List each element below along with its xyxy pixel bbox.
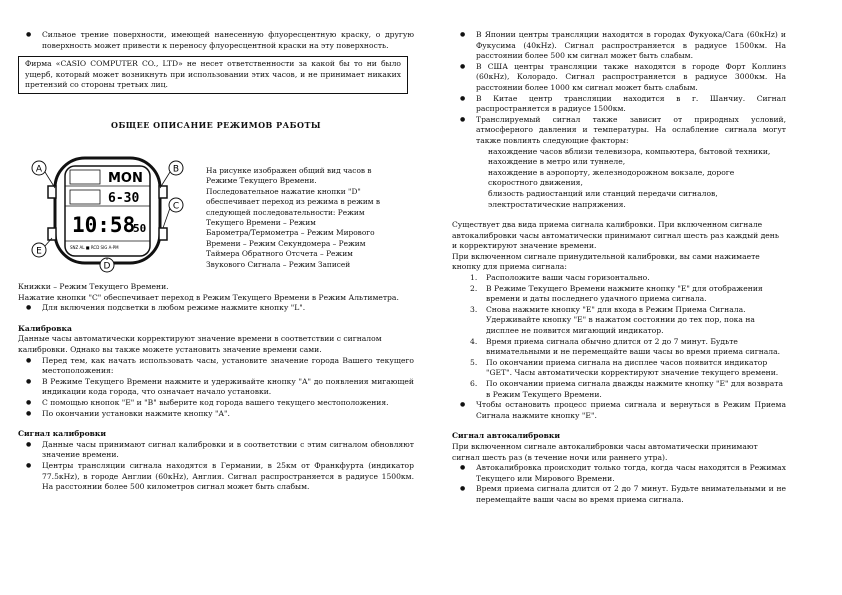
broadcast-japan: ● В Японии центры трансляции находятся в городах Фукуока/Сага (60кHz) и Фукусима (40кHz). Сигнал распространяется в радиусе 1500км. На расстоянии более 500 км сигнал может быть слабым. bbox=[452, 30, 786, 62]
manual-step: 4. Время приема сигнала обычно длится от 2 до 7 минут. Будьте внимательными и не перемещайте ваши часы во время приема сигнала. bbox=[470, 336, 781, 357]
broadcast-usa: ● В США центры трансляции также находятся в городе Форт Коллинз (60кHz), Колорадо. Сигнал распространяется в радиусе 3000км. На расстоянии более 1000 км сигнал может быть слабым. bbox=[452, 62, 786, 94]
signal-item: ● Центры трансляции сигнала находятся в Германии, в 25км от Франкфурта (индикатор 77.5кHz), в городе Англии (60кHz), Англия. Сигнал распространяется в радиусе 1500км. На расстоянии более 500 километров сигнал может быть слабым. bbox=[18, 461, 414, 493]
manual-step: 6. По окончании приема сигнала дважды нажмите кнопку "E" для возврата в Режим Текущего Времени. bbox=[470, 379, 784, 399]
auto-item: ● Автокалибровка происходит только тогда, когда часы находятся в Режимах Текущего или Мирового Времени. bbox=[452, 463, 786, 484]
manual-step: 5. По окончании приема сигнала на дисплее часов появится индикатор "GET". Часы автоматически корректируют значение текущего времени. bbox=[470, 357, 779, 378]
factor-item: нахождение в аэропорту, железнодорожном вокзале, дороге скоростного движения, bbox=[488, 167, 735, 188]
svg-text:C: C bbox=[172, 201, 180, 212]
display-time: 10:58 bbox=[72, 213, 136, 237]
right-column bbox=[452, 30, 786, 506]
caption-line: Барометра/Термометра – Режим Мирового bbox=[206, 228, 375, 238]
calibration-title: Калибровка bbox=[18, 323, 72, 333]
signal-factors-intro: ● Транслируемый сигнал также зависит от природных условий, атмосферного давления и температуры. На ослабление сигнала могут также повлиять следующие факторы: bbox=[452, 115, 786, 147]
factor-item: близость радиостанций или станций передачи сигналов, bbox=[488, 188, 718, 198]
manual-intro: При включенном сигнале принудительной калибровки, вы сами нажимаете кнопку для приема сигнала: bbox=[452, 251, 760, 272]
caption-line: Звукового Сигнала – Режим Записей bbox=[206, 259, 351, 269]
factor-item: нахождение в метро или туннеле, bbox=[488, 157, 626, 167]
signal-title: Сигнал калибровки bbox=[18, 429, 107, 439]
caption-line: Таймера Обратного Отсчета – Режим bbox=[206, 249, 353, 259]
calibration-step: ● С помощью кнопок "E" и "B" выберите код города вашего текущего местоположения. bbox=[18, 398, 414, 409]
display-seconds: 50 bbox=[133, 222, 147, 235]
caption-line: Режиме Текущего Времени. bbox=[206, 176, 317, 186]
factor-item: нахождение часов вблизи телевизора, компьютера, бытовой техники, bbox=[488, 146, 771, 156]
disclaimer-box: Фирма «CASIO COMPUTER CO., LTD» не несет ответственности за какой бы то ни было ущерб, который может возникнуть при использовании этих часов, и не принимает никаких претензий со стороны третьих лиц. bbox=[18, 56, 408, 94]
caption-line: На рисунке изображен общий вид часов в bbox=[206, 166, 372, 175]
svg-text:A: A bbox=[35, 164, 43, 175]
svg-text:D: D bbox=[103, 261, 111, 272]
calibration-step: ● В Режиме Текущего Времени нажмите и удерживайте кнопку "A" до появления мигающей индикации кода города, что означает начало установки. bbox=[18, 377, 414, 398]
fluorescent-warning: ● Сильное трение поверхности, имеющей нанесенную флуоресцентную краску, о другую поверхность может привести к переносу флуоресцентной краски на эту поверхность. bbox=[18, 30, 414, 51]
manual-step: 1. Расположите ваши часы горизонтально. bbox=[470, 273, 650, 283]
signal-item: ● Данные часы принимают сигнал калибровки и в соответствии с этим сигналом обновляют значение времени. bbox=[18, 440, 414, 461]
caption-line: следующей последовательности: Режим bbox=[206, 207, 365, 217]
button-c-info: Нажатие кнопки "C" обеспечивает переход в Режим Текущего Времени в Режим Альтиметра. bbox=[18, 292, 399, 302]
calibration-step: ● Перед тем, как начать использовать часы, установите значение города Вашего текущего местоположения: bbox=[18, 356, 414, 377]
stop-reception: ● Чтобы остановить процесс приема сигнала и вернуться в Режим Приема Сигнала нажмите кнопку "E". bbox=[452, 400, 786, 421]
auto-calibration-title: Сигнал автокалибровки bbox=[452, 431, 560, 441]
caption-line: обеспечивает переход из режима в режим в bbox=[206, 197, 381, 207]
display-day: MON bbox=[108, 171, 143, 186]
auto-item: ● Время приема сигнала длится от 2 до 7 минут. Будьте внимательными и не перемещайте ваши часы во время приема сигнала. bbox=[452, 484, 786, 505]
calibration-text: Данные часы автоматически корректируют значение времени в соответствии с сигналом калибровки. Однако вы также можете установить значение времени сами. bbox=[18, 334, 382, 354]
watch-diagram bbox=[30, 148, 185, 273]
display-indicators: SNZ AL ■ RCD SIG A-PM bbox=[70, 245, 119, 250]
manual-step: 2. В Режиме Текущего Времени нажмите кнопку "E" для отображения времени и даты последнего удачного приема сигнала. bbox=[470, 283, 763, 304]
broadcast-china: ● В Китае центр трансляции находится в г. Шанчиу. Сигнал распространяется в радиусе 1500км. bbox=[452, 94, 786, 115]
auto-calibration-text: При включенном сигнале автокалибровки часы автоматически принимают сигнал шесть раз (в течение ночи или раннего утра). bbox=[452, 441, 758, 462]
reception-types: Существует два вида приема сигнала калибровки. При включенном сигнале автокалибровки часы автоматически принимают сигнал шесть раз каждый день и корректируют значение времени. bbox=[452, 220, 779, 251]
caption-line: Текущего Времени – Режим bbox=[206, 218, 316, 228]
backlight-info: ● Для включения подсветки в любом режиме нажмите кнопку "L". bbox=[18, 303, 414, 314]
modes-end: Книжки – Режим Текущего Времени. bbox=[18, 282, 169, 291]
caption-line: Времени – Режим Секундомера – Режим bbox=[206, 238, 366, 248]
caption-line: Последовательное нажатие кнопки "D" bbox=[206, 186, 361, 196]
manual-step: 3. Снова нажмите кнопку "E" для входа в Режим Приема Сигнала. Удерживайте кнопку "E" в нажатом состоянии до тех пор, пока на дисплее не появится мигающий индикатор. bbox=[470, 304, 755, 336]
left-column bbox=[18, 30, 414, 131]
calibration-step: ● По окончании установки нажмите кнопку "A". bbox=[18, 409, 414, 420]
svg-text:E: E bbox=[36, 246, 42, 257]
caption-block bbox=[206, 166, 401, 270]
factor-item: электростатические напряжения. bbox=[488, 199, 626, 209]
left-lower bbox=[18, 282, 414, 493]
section-heading: ОБЩЕЕ ОПИСАНИЕ РЕЖИМОВ РАБОТЫ bbox=[110, 119, 322, 130]
svg-text:B: B bbox=[172, 164, 180, 175]
display-date: 6-30 bbox=[108, 191, 140, 206]
